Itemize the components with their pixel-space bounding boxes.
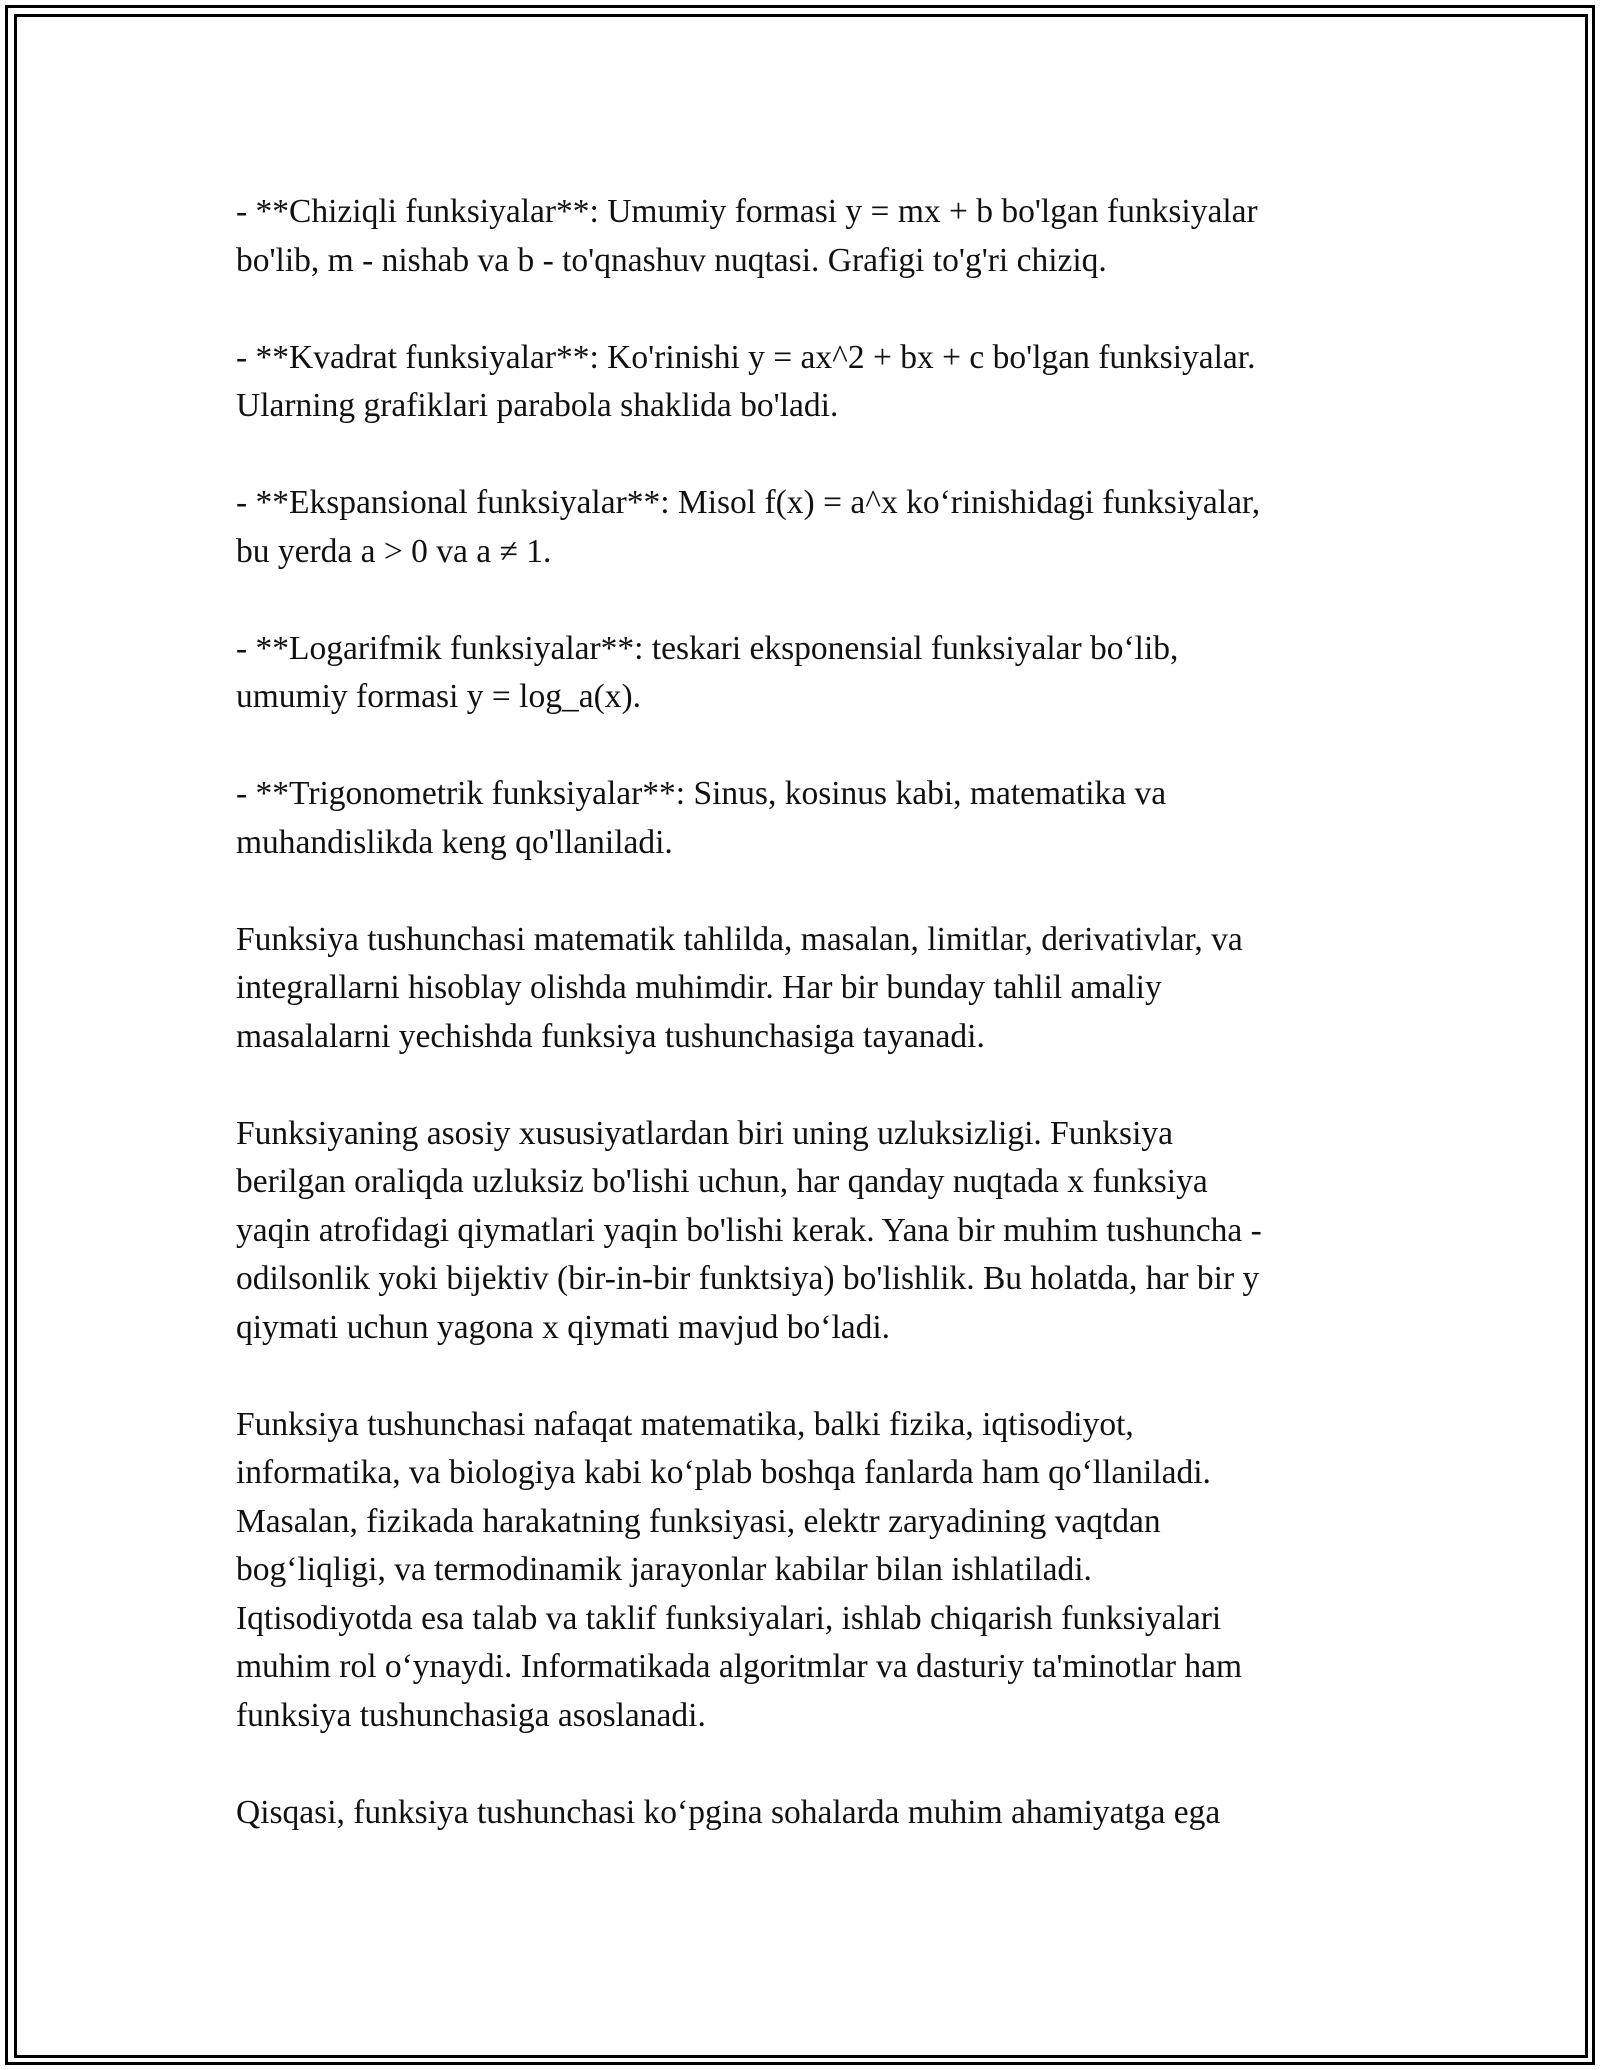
text-line: yaqin atrofidagi qiymatlari yaqin bo'lishi kerak. Yana bir muhim tushuncha - — [236, 1211, 1262, 1249]
text-line: berilgan oraliqda uzluksiz bo'lishi uchun, har qanday nuqtada x funksiya — [236, 1163, 1208, 1200]
text-line: Funksiya tushunchasi matematik tahlilda, masalan, limitlar, derivativlar, va — [236, 920, 1243, 958]
text-line: muhandislikda keng qo'llaniladi. — [236, 823, 673, 861]
text-line: integrallarni hisoblay olishda muhimdir. Har bir bunday tahlil amaliy — [236, 969, 1162, 1006]
text-line: Funksiya tushunchasi nafaqat matematika, balki fizika, iqtisodiyot, — [236, 1405, 1134, 1443]
text-line: - **Ekspansional funksiyalar**: Misol f(x) = a^x ko‘rinishidagi funksiyalar, — [236, 484, 1261, 521]
text-line: - **Chiziqli funksiyalar**: Umumiy formasi y = mx + b bo'lgan funksiyalar — [236, 193, 1258, 230]
paragraph-logarithmic-functions — [236, 625, 1386, 722]
text-line: bo'lib, m - nishab va b - to'qnashuv nuqtasi. Grafigi to'g'ri chiziq. — [236, 241, 1107, 279]
text-line: bog‘liqligi, va termodinamik jarayonlar kabilar bilan ishlatiladi. — [236, 1551, 1092, 1588]
paragraph-continuity — [236, 1110, 1386, 1353]
text-line: funksiya tushunchasiga asoslanadi. — [236, 1696, 706, 1734]
paragraph-exponential-functions — [236, 479, 1386, 576]
text-line: Masalan, fizikada harakatning funksiyasi, elektr zaryadining vaqtdan — [236, 1502, 1161, 1540]
paragraph-linear-functions — [236, 188, 1386, 285]
text-line: muhim rol o‘ynaydi. Informatikada algoritmlar va dasturiy ta'minotlar ham — [236, 1648, 1243, 1685]
text-line: umumiy formasi y = log_a(x). — [236, 678, 642, 715]
paragraph-trigonometric-functions — [236, 770, 1386, 867]
text-line: masalalarni yechishda funksiya tushunchasiga tayanadi. — [236, 1017, 985, 1055]
text-line: informatika, va biologiya kabi ko‘plab boshqa fanlarda ham qo‘llaniladi. — [236, 1454, 1211, 1491]
text-line: qiymati uchun yagona x qiymati mavjud bo‘ladi. — [236, 1308, 891, 1346]
text-line: Funksiyaning asosiy xususiyatlardan biri uning uzluksizligi. Funksiya — [236, 1114, 1174, 1152]
paragraph-summary — [236, 1789, 1386, 1838]
text-line: Ularning grafiklari parabola shaklida bo'ladi. — [236, 387, 839, 424]
text-line: Qisqasi, funksiya tushunchasi ko‘pgina sohalarda muhim ahamiyatga ega — [236, 1793, 1221, 1831]
paragraph-quadratic-functions — [236, 334, 1386, 431]
text-line: - **Logarifmik funksiyalar**: teskari eksponensial funksiyalar bo‘lib, — [236, 629, 1179, 667]
text-line: bu yerda a > 0 va a ≠ 1. — [236, 532, 552, 570]
paragraph-applications — [236, 1401, 1386, 1741]
text-line: - **Trigonometrik funksiyalar**: Sinus, kosinus kabi, matematika va — [236, 775, 1167, 812]
paragraph-analysis — [236, 916, 1386, 1062]
text-line: odilsonlik yoki bijektiv (bir-in-bir funktsiya) bo'lishlik. Bu holatda, har bir y — [236, 1260, 1260, 1297]
text-line: Iqtisodiyotda esa talab va taklif funksiyalari, ishlab chiqarish funksiyalari — [236, 1599, 1222, 1637]
document-body — [236, 188, 1386, 1886]
text-line: - **Kvadrat funksiyalar**: Ko'rinishi y = ax^2 + bx + c bo'lgan funksiyalar. — [236, 338, 1256, 376]
